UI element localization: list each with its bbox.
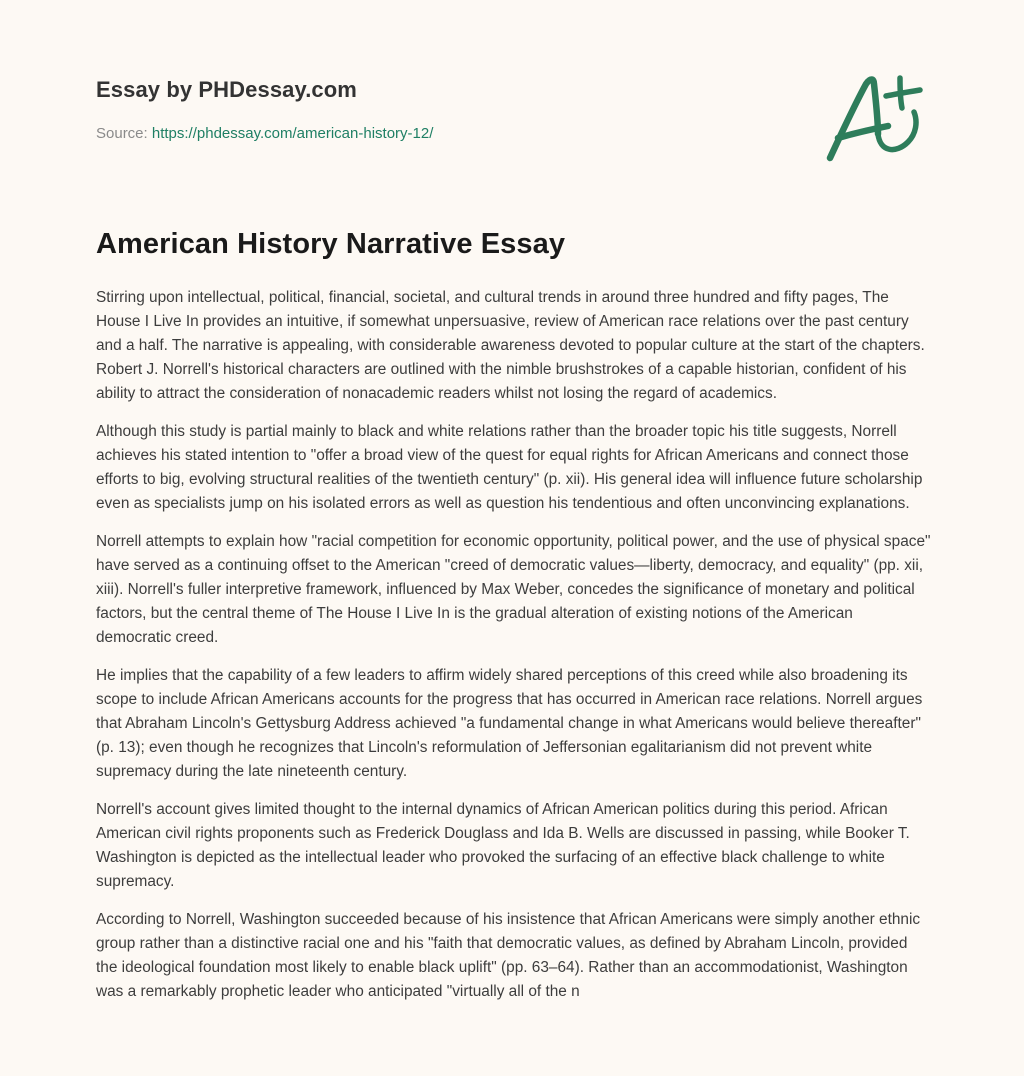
page-header bbox=[96, 76, 936, 144]
paragraph: Although this study is partial mainly to black and white relations rather than the broader topic his title suggests, Norrell achieves his stated intention to "offer a broad view of the quest for equal rights for African Americans and connect those efforts to big, evolving structural realities of the twentieth century" (p. xii). His general idea will influence future scholarship even as specialists jump on his isolated errors as well as question his tendentious and often unconvincing explanations. bbox=[96, 423, 923, 512]
source-line bbox=[96, 124, 936, 144]
paragraph: According to Norrell, Washington succeeded because of his insistence that African Americans were simply another ethnic group rather than a distinctive racial one and his "faith that democratic values, as defined by Abraham Lincoln, provided the ideological foundation most likely to enable black uplift" (pp. 63–64). Rather than an accommodationist, Washington was a remarkably prophetic leader who anticipated "virtually all of the n bbox=[96, 911, 921, 1000]
brand-title: Essay by PHDessay.com bbox=[96, 77, 357, 102]
paragraph: Norrell's account gives limited thought to the internal dynamics of African American politics during this period. African American civil rights proponents such as Frederick Douglass and Ida B. Wells are discussed in passing, while Booker T. Washington is depicted as the intellectual leader who provoked the surfacing of an effective black challenge to white supremacy. bbox=[96, 801, 910, 890]
a-plus-grade-icon bbox=[820, 62, 930, 172]
document-title: American History Narrative Essay bbox=[96, 228, 566, 260]
paragraph: Norrell attempts to explain how "racial competition for economic opportunity, political power, and the use of physical space" have served as a continuing offset to the American "creed of democratic values—liberty, democracy, and equality" (pp. xii, xiii). Norrell's fuller interpretive framework, influenced by Max Weber, concedes the significance of monetary and political factors, but the central theme of The House I Live In is the gradual alteration of existing notions of the American democratic creed. bbox=[96, 533, 931, 646]
source-link[interactable]: https://phdessay.com/american-history-12/ bbox=[151, 125, 434, 142]
document-body bbox=[96, 286, 932, 1018]
paragraph: He implies that the capability of a few leaders to affirm widely shared perceptions of this creed while also broadening its scope to include African Americans accounts for the progress that has occurred in American race relations. Norrell argues that Abraham Lincoln's Gettysburg Address achieved "a fundamental change in what Americans would believe thereafter" (p. 13); even though he recognizes that Lincoln's reformulation of Jeffersonian egalitarianism did not prevent white supremacy during the late nineteenth century. bbox=[96, 667, 923, 780]
paragraph: Stirring upon intellectual, political, financial, societal, and cultural trends in around three hundred and fifty pages, The House I Live In provides an intuitive, if somewhat unpersuasive, review of American race relations over the past century and a half. The narrative is appealing, with considerable awareness devoted to popular culture at the start of the chapters. Robert J. Norrell's historical characters are outlined with the nimble brushstrokes of a capable historian, confident of his ability to attract the consideration of nonacademic readers whilst not losing the regard of academics. bbox=[96, 289, 925, 402]
source-label: Source: bbox=[96, 125, 148, 142]
